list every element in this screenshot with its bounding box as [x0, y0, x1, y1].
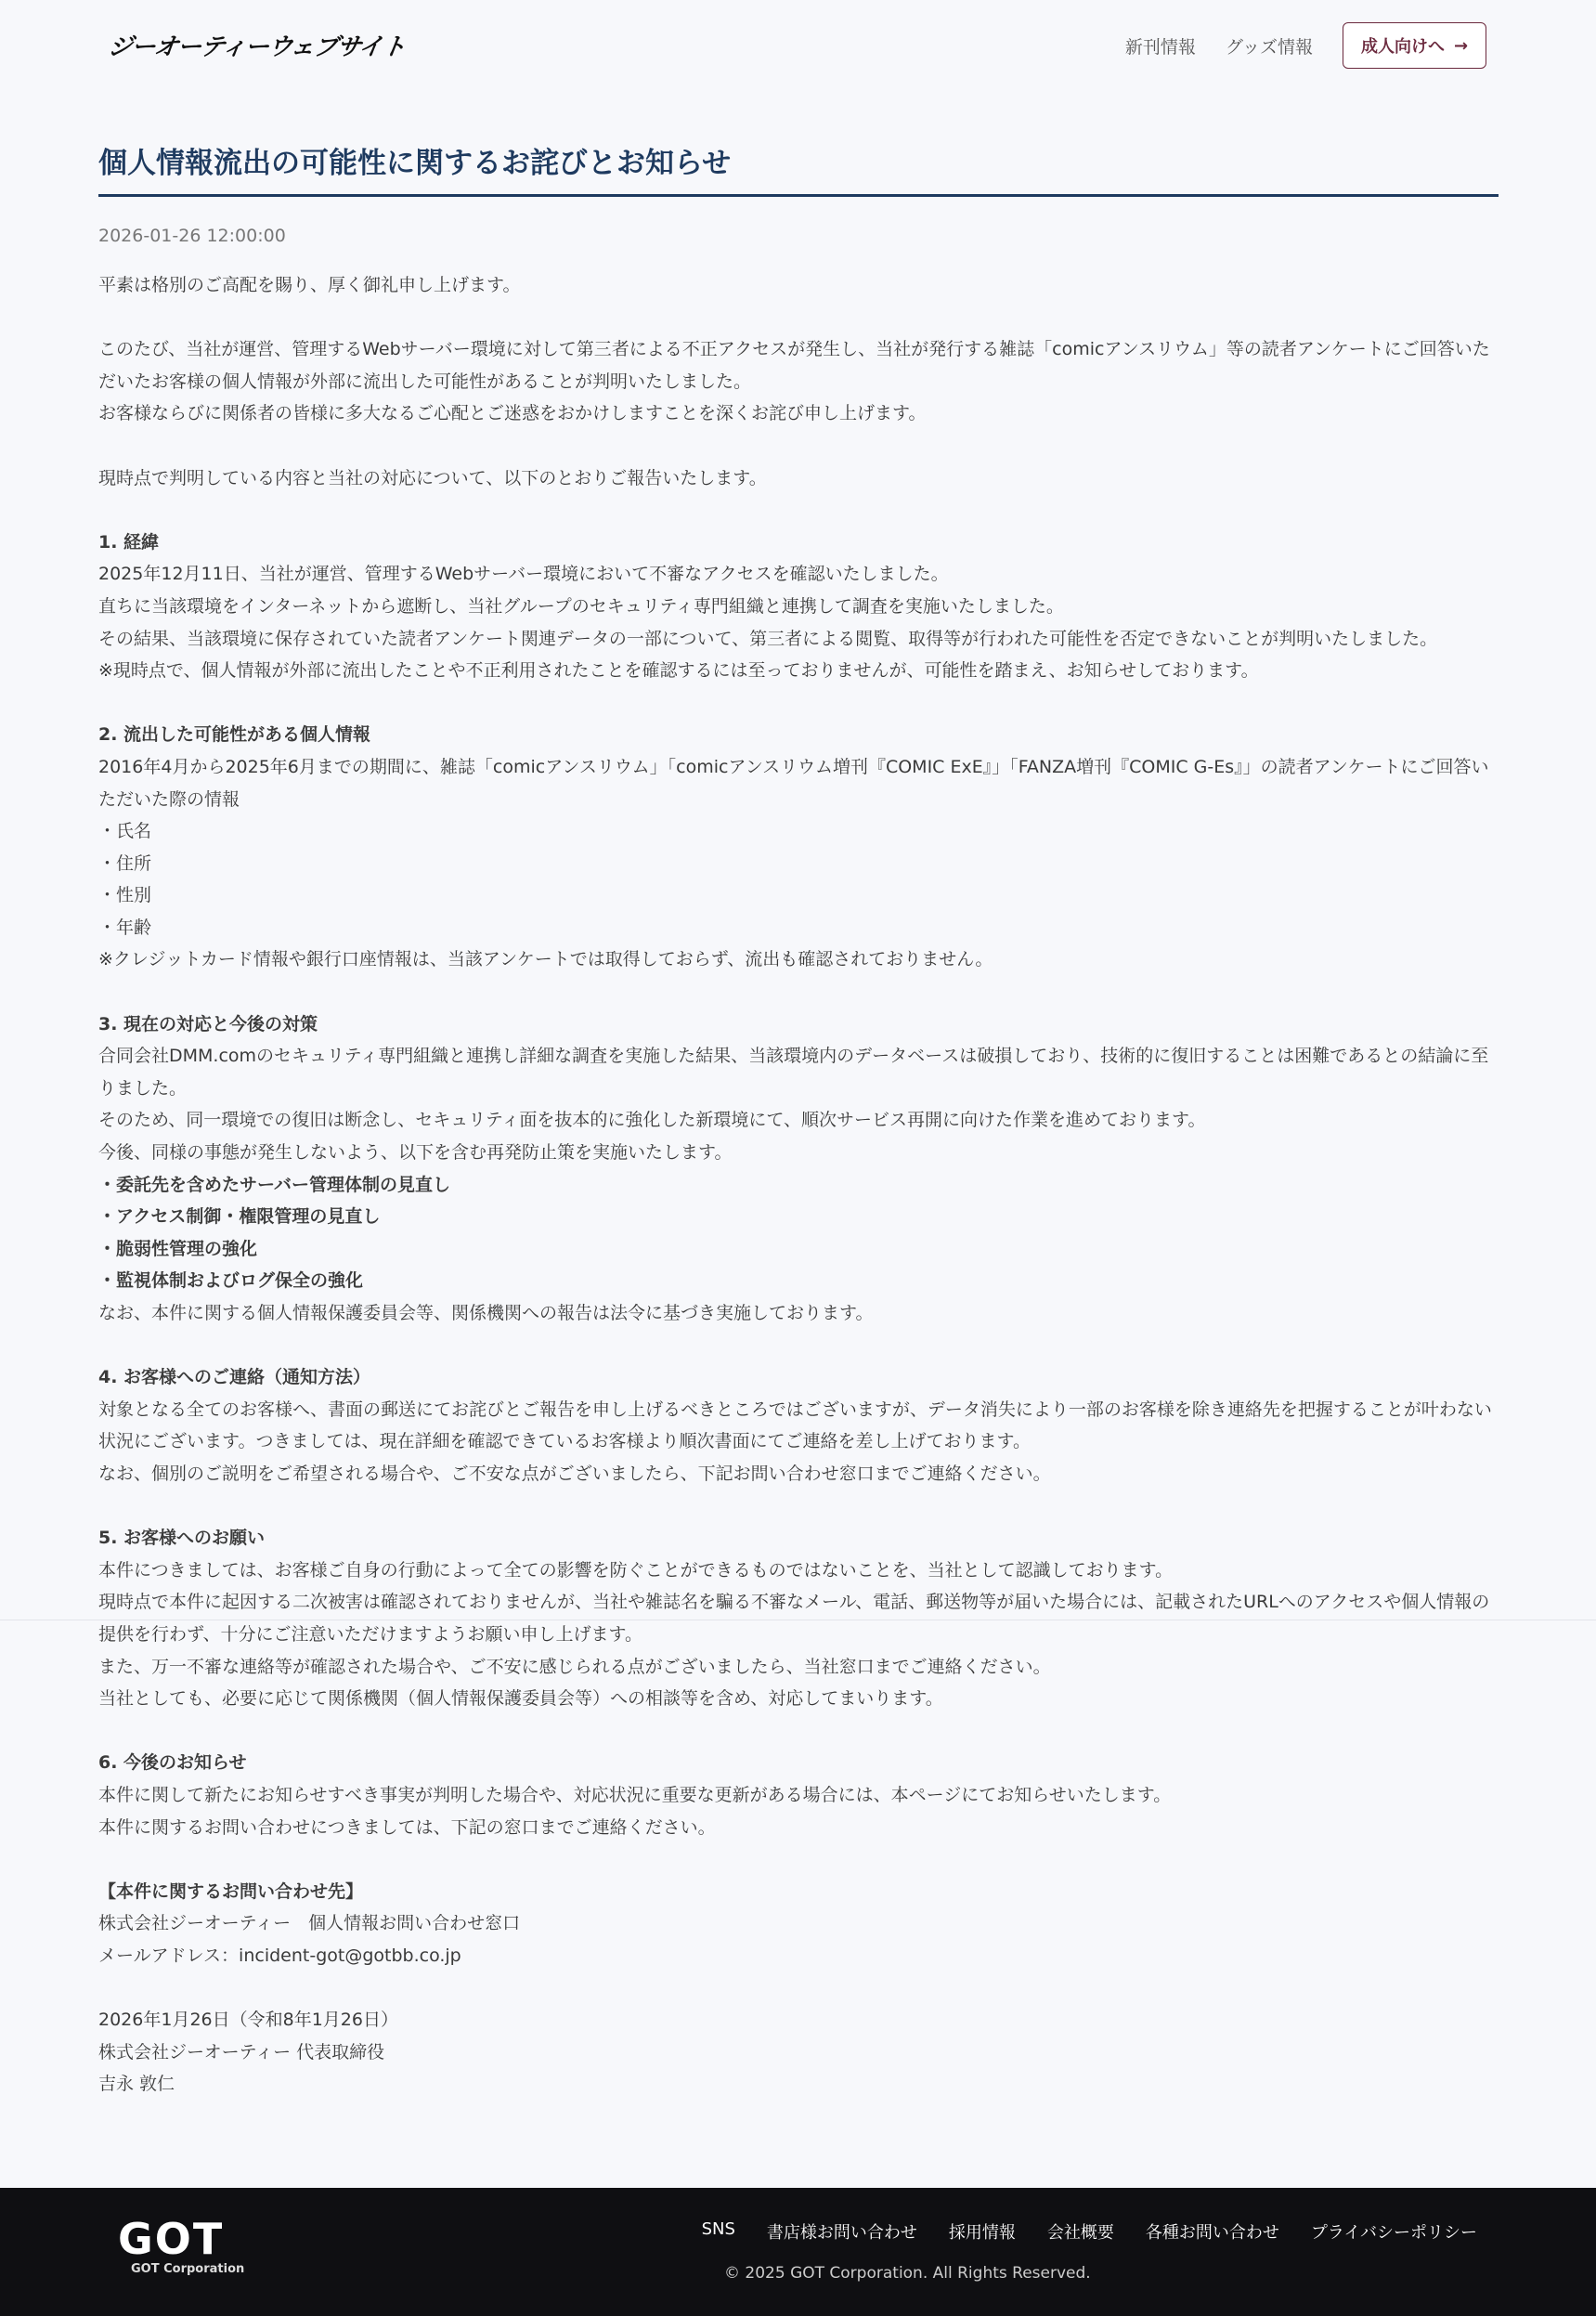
blank-line — [98, 1330, 1499, 1362]
article-heading: ・アクセス制御・権限管理の見直し — [98, 1206, 381, 1228]
article — [98, 139, 1499, 2101]
article-heading: 3. 現在の対応と今後の対策 — [98, 1013, 318, 1034]
footer-logo-sub: GOT Corporation — [131, 2262, 245, 2276]
footer-link-company[interactable]: 会社概要 — [1046, 2223, 1114, 2243]
article-paragraph: ・年齢 — [98, 917, 152, 938]
article-heading: 4. お客様へのご連絡（通知方法） — [98, 1367, 371, 1388]
footer-link-bookstore-contact[interactable]: 書店様お問い合わせ — [766, 2223, 917, 2243]
footer-logo[interactable] — [118, 2214, 257, 2276]
adult-site-button[interactable] — [1343, 22, 1486, 69]
article-paragraph: 合同会社DMM.comのセキュリティ専門組織と連携し詳細な調査を実施した結果、当該環境内のデータベースは破損しており、技術的に復旧することは困難であるとの結論に至りました。 — [98, 1046, 1489, 1099]
footer-nav — [670, 2219, 1477, 2244]
article-heading: 【本件に関するお問い合わせ先】 — [98, 1880, 364, 1902]
article-paragraph: ・性別 — [98, 885, 152, 906]
article-paragraph: なお、本件に関する個人情報保護委員会等、関係機関への報告は法令に基づき実施しております。 — [98, 1303, 874, 1323]
article-paragraph: 2016年4月から2025年6月までの期間に、雑誌「comicアンスリウム」「comicアンスリウム増刊『COMIC ExE』」「FANZA増刊『COMIC G-Es』」の読者アンケートにご回答いただいた際の情報 — [98, 756, 1489, 810]
nav-goods[interactable]: グッズ情報 — [1225, 36, 1313, 58]
article-paragraph: ・氏名 — [98, 821, 152, 842]
article-heading: 5. お客様へのお願い — [98, 1528, 266, 1549]
site-footer — [0, 2188, 1596, 2316]
article-paragraph: このたび、当社が運営、管理するWebサーバー環境に対して第三者による不正アクセスが発生し、当社が発行する雑誌「comicアンスリウム」等の読者アンケートにご回答いただいたお客様の個人情報が外部に流出した可能性があることが判明いたしました。 — [98, 339, 1490, 392]
site-logo[interactable]: ジーオーティーウェブサイト — [106, 33, 408, 61]
site-header — [0, 0, 1596, 93]
blank-line — [98, 976, 1499, 1008]
article-paragraph: ※現時点で、個人情報が外部に流出したことや不正利用されたことを確認するには至っておりませんが、可能性を踏まえ、お知らせしております。 — [98, 660, 1259, 682]
article-paragraph: 本件につきましては、お客様ご自身の行動によって全ての影響を防ぐことができるものではないことを、当社として認識しております。 — [98, 1559, 1174, 1581]
article-heading: ・脆弱性管理の強化 — [98, 1238, 258, 1259]
copyright: © 2025 GOT Corporation. All Rights Reserved. — [724, 2264, 1091, 2283]
article-paragraph: なお、個別のご説明をご希望される場合や、ご不安な点がございましたら、下記お問い合わせ窓口までご連絡ください。 — [98, 1463, 1051, 1484]
article-paragraph: メールアドレス：incident-got@gotbb.co.jp — [98, 1945, 461, 1966]
footer-link-privacy[interactable]: プライバシーポリシー — [1310, 2223, 1477, 2243]
article-paragraph: そのため、同一環境での復旧は断念し、セキュリティ面を抜本的に強化した新環境にて、順次サービス再開に向けた作業を進めております。 — [98, 1110, 1206, 1131]
article-body — [98, 269, 1499, 2101]
article-paragraph: その結果、当該環境に保存されていた読者アンケート関連データの一部について、第三者による閲覧、取得等が行われた可能性を否定できないことが判明いたしました。 — [98, 628, 1438, 649]
blank-line — [98, 1715, 1499, 1748]
article-heading: ・委託先を含めたサーバー管理体制の見直し — [98, 1174, 451, 1195]
article-heading: ・監視体制およびログ保全の強化 — [98, 1270, 364, 1292]
arrow-right-icon: → — [1453, 35, 1469, 56]
blank-line — [98, 687, 1499, 720]
article-paragraph: 本件に関するお問い合わせにつきましては、下記の窓口までご連絡ください。 — [98, 1816, 716, 1838]
footer-logo-mark: GOT — [118, 2214, 225, 2264]
article-paragraph: 今後、同様の事態が発生しないよう、以下を含む再発防止策を実施いたします。 — [98, 1142, 733, 1164]
article-paragraph: 現時点で本件に起因する二次被害は確認されておりませんが、当社や雑誌名を騙る不審なメール、電話、郵送物等が届いた場合には、記載されたURLへのアクセスや個人情報の提供を行わず、十分にご注意いただけますようお願い申し上げます。 — [98, 1592, 1490, 1645]
article-paragraph: 本件に関して新たにお知らせすべき事実が判明した場合や、対応状況に重要な更新がある場合には、本ページにてお知らせいたします。 — [98, 1784, 1172, 1805]
article-paragraph: お客様ならびに関係者の皆様に多大なるご心配とご迷惑をおかけしますことを深くお詫び申し上げます。 — [98, 403, 927, 424]
article-heading: 6. 今後のお知らせ — [98, 1752, 247, 1774]
article-paragraph: また、万一不審な連絡等が確認された場合や、ご不安に感じられる点がございましたら、当社窓口までご連絡ください。 — [98, 1656, 1051, 1677]
article-paragraph: 当社としても、必要に応じて関係機関（個人情報保護委員会等）への相談等を含め、対応してまいります。 — [98, 1688, 943, 1710]
blank-line — [98, 430, 1499, 462]
blank-line — [98, 494, 1499, 527]
blank-line — [98, 302, 1499, 334]
article-title: 個人情報流出の可能性に関するお詫びとお知らせ — [98, 139, 1499, 197]
header-nav — [1125, 22, 1486, 69]
article-paragraph: 現時点で判明している内容と当社の対応について、以下のとおりご報告いたします。 — [98, 467, 767, 488]
article-paragraph: 対象となる全てのお客様へ、書面の郵送にてお詫びとご報告を申し上げるべきところではございますが、データ消失により一部のお客様を除き連絡先を把握することが叶わない状況にございます。つきましては、現在詳細を確認できているお客様より順次書面にてご連絡を差し上げております。 — [98, 1399, 1492, 1452]
nav-new-releases[interactable]: 新刊情報 — [1124, 36, 1196, 58]
footer-link-contact[interactable]: 各種お問い合わせ — [1145, 2223, 1279, 2243]
article-paragraph: ※クレジットカード情報や銀行口座情報は、当該アンケートでは取得しておらず、流出も確認されておりません。 — [98, 949, 993, 970]
article-paragraph: 2026年1月26日（令和8年1月26日） — [98, 2010, 398, 2031]
blank-line — [98, 1971, 1499, 2004]
adult-button-label: 成人向けへ — [1360, 37, 1445, 57]
blank-line — [98, 1843, 1499, 1876]
article-paragraph: 平素は格別のご高配を賜り、厚く御礼申し上げます。 — [98, 275, 521, 295]
article-paragraph: 株式会社ジーオーティー 代表取締役 — [98, 2041, 385, 2062]
article-paragraph: 株式会社ジーオーティー 個人情報お問い合わせ窓口 — [98, 1913, 521, 1934]
article-date: 2026-01-26 12:00:00 — [98, 226, 286, 246]
article-paragraph: 直ちに当該環境をインターネットから遮断し、当社グループのセキュリティ専門組織と連携して調査を実施いたしました。 — [98, 595, 1064, 617]
article-paragraph: 吉永 敦仁 — [98, 2074, 175, 2095]
article-paragraph: 2025年12月11日、当社が運営、管理するWebサーバー環境において不審なアクセスを確認いたしました。 — [98, 564, 949, 585]
footer-link-sns[interactable]: SNS — [701, 2219, 735, 2239]
article-heading: 2. 流出した可能性がある個人情報 — [98, 724, 371, 746]
article-paragraph: ・住所 — [98, 852, 152, 874]
footer-link-recruit[interactable]: 採用情報 — [948, 2223, 1016, 2243]
blank-line — [98, 1490, 1499, 1523]
article-heading: 1. 経緯 — [98, 531, 160, 553]
